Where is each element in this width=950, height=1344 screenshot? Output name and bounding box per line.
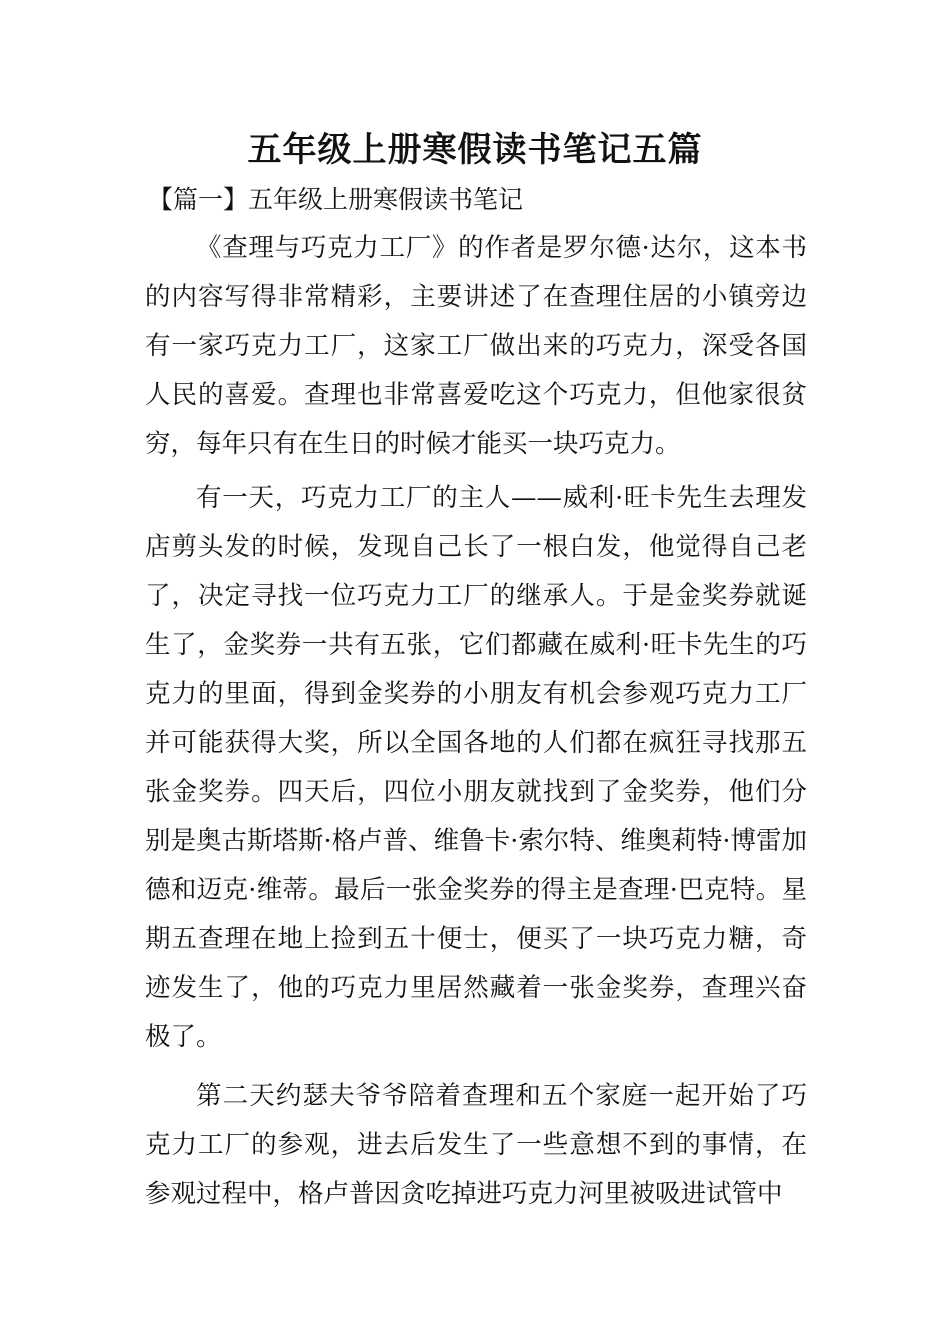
body-paragraph: 有一天，巧克力工厂的主人——威利·旺卡先生去理发店剪头发的时候，发现自己长了一根白发，他觉得自己老了，决定寻找一位巧克力工厂的继承人。于是金奖券就诞生了，金奖券一共有五张，它们都藏在威利·旺卡先生的巧克力的里面，得到金奖券的小朋友有机会参观巧克力工厂并可能获得大奖，所以全国各地的人们都在疯狂寻找那五张金奖券。四天后，四位小朋友就找到了金奖券，他们分别是奥古斯塔斯·格卢普、维鲁卡·索尔特、维奥莉特·博雷加德和迈克·维蒂。最后一张金奖券的得主是查理·巴克特。星期五查理在地上捡到五十便士，便买了一块巧克力糖，奇迹发生了，他的巧克力里居然藏着一张金奖券，查理兴奋极了。 — [145, 483, 807, 1052]
document-title: 五年级上册寒假读书笔记五篇 — [247, 130, 703, 170]
section-heading: 【篇一】五年级上册寒假读书笔记 — [148, 185, 524, 214]
body-paragraph: 《查理与巧克力工厂》的作者是罗尔德·达尔，这本书的内容写得非常精彩，主要讲述了在查理住居的小镇旁边有一家巧克力工厂，这家工厂做出来的巧克力，深受各国人民的喜爱。查理也非常喜爱吃这个巧克力，但他家很贫穷，每年只有在生日的时候才能买一块巧克力。 — [145, 233, 807, 459]
body-paragraph: 第二天约瑟夫爷爷陪着查理和五个家庭一起开始了巧克力工厂的参观，进去后发生了一些意想不到的事情，在参观过程中，格卢普因贪吃掉进巧克力河里被吸进试管中 — [145, 1081, 807, 1209]
